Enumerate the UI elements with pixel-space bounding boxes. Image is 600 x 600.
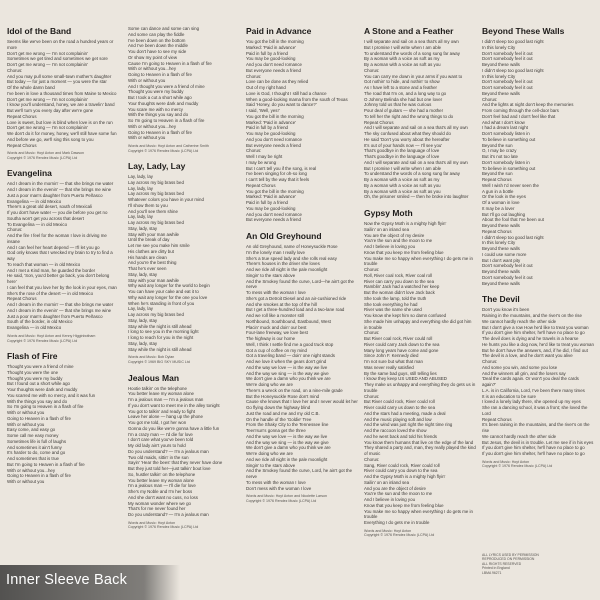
song-title: Flash of Fire — [7, 351, 58, 362]
song-title: Idol of the Band — [7, 26, 72, 36]
song-credit: Words and Music: Hoyt Axton and Catherine Smith Copyright © 1976 Rendez Music (LCPA) Ltd — [128, 144, 209, 153]
song-credit: Words and Music: Hoyt Axton and Kenny Higginbotham Copyright © 1976 Rendez Music (LCPA) Ltd — [7, 333, 96, 343]
song-lyrics: Now the Gypsy Moth is a mighty high flyin' Sailin' on an inland sea You are the object of my desire You're the sun and the moon to me And I believe in loving you Know that you keep me from feeling blue You make me so happy when everything I do gets me in trouble Chorus: Roll, River coal rock, River coal roll River can carry you down to the sea Ramblin' Jack had a watched her keep But the woman didn't love Jack back She took the lamp, told the truth She took everything he had River was the name she used You know she kept him so damn confused She made him unhappy and everything she did got him in trouble Chorus: But River coal rock, River could roll River could carry Jack down to the sea Many long years have come and gone Since John F. Kennedy died I'm not sure but what that man Was never really satisfied By the same bad guys, still telling lies I know they keep US USED AND ABUSED They make us unhappy and everything they do gets us in trouble Chorus: But River could rock, River could roll River could carry us down to the sea And the stars had a meeting, made a deal And the music playing soft and low And the wind was just right the night time ring And the raccoon loved the show And he went back and told his friends You know them humans that live on the edge of the land They shared a party and, man, they really played the kind of music Chorus: Sang, River could rock, River could roll River could carry you down to the sea And the Gypsy Moth is a mighty high flyin' Sailin' on an inland sea And you are the object of desire You're the sun and the moon to me And I believe in loving you Know that you keep me from feeling blue You make me so happy when everything I do gets me in trouble Everything I do gets me in trouble — [364, 221, 476, 525]
caption-text: Inner Sleeve Back — [6, 572, 128, 588]
song-title: Jealous Man — [128, 372, 180, 383]
song-lyrics: Lay, lady, lay Lay across my big brass bed Lay, lady, lay Lay across my big brass bed Whatever colors you have in your mind I'll show them to you And you'll see them shine Lay, lady, lay Lay across my big brass bed Stay, lady, stay Stay with your man awhile Until the break of day Let me see you make him smile His clothes are dirty but His hands are clean And you're the best thing That he's ever seen Stay, lady, stay Stay with your man awhile Why wait any longer for the world to begin You can have your cake and eat it to Why wait any longer for the one you love When he's standing in front of you Lay, lady, lay Lay across my big brass bed Stay, lady, stay Stay while the night is still ahead I long to see you in the morning light I long to reach for you in the night Stay, lady, stay Stay while the night is still ahead — [128, 174, 210, 352]
song-idol-of-the-band — [7, 26, 119, 160]
song-title: The Devil — [482, 294, 520, 305]
song-title: Gypsy Moth — [364, 208, 413, 218]
song-title: Lay, Lady, Lay — [128, 161, 186, 172]
lyrics-column-1 — [7, 26, 119, 493]
song-a-stone-and-a-feather — [364, 26, 476, 200]
lyrics-column-4 — [364, 26, 476, 546]
song-the-devil — [482, 294, 594, 469]
song-credit: Words and Music: Hoyt Axton Copyright © 1976 Rendez Music (LCPA) Ltd — [482, 459, 553, 469]
song-credit: Words and Music: Bob Dylan Copyright © 1969 BIG SKY MUSIC Ltd — [128, 355, 190, 365]
song-title: Beyond These Walls — [482, 26, 565, 36]
song-title: Evangelina — [7, 168, 52, 179]
song-title: An Old Greyhound — [246, 231, 322, 241]
song-beyond-these-walls — [482, 26, 594, 286]
song-title: A Stone and a Feather — [364, 26, 454, 36]
song-lyrics: Hootie talkin' on the telephone You better leave my woman alone I'm a jealous man — I'm a jealous man If you don't want to meet me in the alley tonight You got to talkin' and ready to fight Leave her alone — hang up the phone You got me told, I got her won Gonna do you like we're gonna have a little fun I'm a crazy man — I'd die for love I don't care what you've been told My old lady ain't yours to hold Do you understand? — I'm a jealous man Two old maids, sittin' in the sun Sayin' 'Hear the bees' that they never have done But they just told her—just talkin' bout love So, hustler talkin' on the telephone You better leave my woman alone I'm a jealous man — I'll die for love She's my Noble and I'm her boss And she don't want no cuss, no loss My woman wonder where we go That's for me never found her Do you understand? — I'm a jealous man — [128, 385, 223, 518]
song-lyrics: Seems like we've been on the road a hundred years or more Don't get me wrong — I'm not complainin' Sometimes we get tired and sometimes we get sore Don't get me wrong — I'm not complainin' Chorus: And you may pull some small-town mother's daughter But today — for just a moment — you were the star Of the whole damn band I've been in love a thousand times from Maine to Mexico Don't get me wrong — I'm not complainin' I know you'll understand, honey, we are a travelin' band But we'll turn you every day after we're gone Repeat Chorus Love is sweet, but love is blind when love is on the run Don't get me wrong — I'm not complainin' We don't do it for money, honey, we'll still have some fun And before we go, we'll sing this song to you Repeat Chorus — [7, 39, 117, 148]
song-title: Paid in Advance — [246, 26, 312, 36]
song-gypsy-moth — [364, 208, 476, 538]
song-credit: Words and Music: Hoyt Axton and Nicolette Larson Copyright © 1976 Rendez Music (LCPA) Ltd — [246, 494, 328, 503]
song-credit: Words and Music: Hoyt Axton Copyright © 1976 Rendez Music (LCPA) Ltd — [128, 520, 199, 530]
song-flash-of-fire-continued — [128, 26, 240, 153]
song-evangelina — [7, 168, 119, 343]
song-lyrics: Don't you know it's been Raining in the mountains, and the river's on the rise We cannot hardly reach the other side But I don't give a row How he'd like to treat you woman If you don't give him shelter, he'll have no place to go The devil does is dying and he travels in a hearse He hunts you like a dog now, he'd like to treat you woman But he don't have the answers, and, if he did, I find out The devil is a love, and he don't want you alive Chorus: And some you win, and some you lose And the winners all grin, and the losers say 'Deal the cards again. Or won't you deal the cards again?' L.A. is in California, Lord, I've been there many times It is an education to be sure I loved a lonely lady there, she opened up my eyes She ran a dancing school, it was a front; she loved the Lord Repeat Chorus It's been raining in the mountains, and the river's on the rise We cannot hardly reach the other side But Jesus, the devil is in trouble. Let me see if in his eyes If you don't give him shelter, he'll have no place to go If you don't give him shelter, he'll have no place to go — [482, 307, 594, 456]
copyright-notice: ALL LYRICS USED BY PERMISSION REPRODUCED ON PERMISSION ALL RIGHTS RESERVED Printed in England LBMA 96271 — [482, 553, 539, 575]
caption-banner — [0, 565, 180, 600]
song-lyrics: I will separate and sail on a sea that's all my own But I promise I will write when I am able To understand the words of a song sung far away By a woman with a voice as soft as my By a woman with a voice as soft as you Chorus: You can carry me down in your arms if you want to Got nothin' to hide, and nothin' to show As I have left to a stone and a feather The road that I'm on, and a long way to go O Johnny Belinda she had but one lover Johnny told us that he was curious Pour deal of guitars — she had a mother To tell her the right and the wrong things to do Repeat Chorus And I will separate and sail on a sea that's all my own The sky confused about what they should do He said 'Don't you worry about the hereafter It's out of your hands now — I'll see you' That's goodbye in the language of love That's goodbye in the language of love And I will separate and sail on a sea that's all my own But I promise I will write when I am able To understand the words of a song sung far away By a woman with a voice as soft as my By a woman with a voice as soft as you By a woman with a voice as soft as you Oh, the prisoner smiled — then he broke into laughter — [364, 39, 469, 200]
song-flash-of-fire — [7, 351, 119, 485]
song-an-old-greyhound — [246, 231, 358, 503]
lyrics-column-5 — [482, 26, 594, 477]
song-lyrics: And I dream in the mornin' — that she brings me water And I dream in the evenin' — that she brings me wine Just a poor man's daughter from Puerto Peñasco Evangelina — in old Mexico There's a great old desert, south of Mexicali If you don't have water — you die before you get no Southa won't get you across that desert To Evangelina — in old Mexico Chorus: And the fire I feel for the woman I love is driving me insane And I can feel her heart depend — I'll let you go God only knows that I wrecked my brain to try to find a way To reach that woman — in old Mexico And I met a Kind man, he guarded the border He said, 'Son, you'd better go back, you don't belong here' I can feel that you love her by the look in your eyes, man She's the rose of the desert — in old Mexico Repeat Chorus And I dream in the mornin' — that she brings me water And I dream in the evenin' — that she brings me wine Just a poor man's daughter from Puerto Peñasco South of the border, in old Mexico Evangelina — in old Mexico — [7, 181, 117, 331]
song-lay-lady-lay — [128, 161, 240, 364]
song-lyrics: You got the bill in the morning Marked: 'Paid in advance' Paid in full by a friend You may be good-looking And you don't need romance But everyone needs a friend Chorus: Love can be done as they relied Out of my right hand Love is God, I thought I still had a chance When a good-looking mama from the south of Texas Said 'Honey, do you want to dance?' I said, 'Well, yes!' You got the bill in the morning Marked: 'Paid in advance' Paid in full by a friend You may be good-looking And you don't need romance But everyone needs a friend Chorus: Well I may be right I may be wrong But I can't tell you if the song, is real I've been singing for oh-so long I can't tell by the way that it feels Repeat Chorus You got the bill in the morning Marked: 'Paid in advance' Paid in full by a friend You may be good-looking And you don't need romance But everyone needs a friend — [246, 39, 348, 223]
song-credit: Words and Music: Hoyt Axton and Mark Dawson Copyright © 1976 Rendez Music (LCPA) Ltd — [7, 151, 85, 160]
song-lyrics: An old Greyhound, name of Honeysuckle Rose I'm the lonely man I really love She's a true speed lady and she rolls real easy There's houses in the driver she loves And we ride all night in the pale moonlight Singin' to the stars above And the Smokey found the curve, Lord—he ain't got the nerve To mess with the woman I love She's got a Detroit Diesel and an air-cushioned ride And she smokes at the top of the hill But I get a three-hundred load and a two-lane road And we roll like a monster still Northbound, Southbound, Eastbound, West Placin' muck and doin' our best Four-lane freeway, we love best The highway is our home Well, I think I settle find me a good truck stop Got a cup of coffee on my mind Got a traveling band — doin' one night stands And we love it when the gears don't grind And the way we love — is the way we live And the way we sing — is the way we give We don't give a damn who you think we are We're doing who we are There's a wreck on the road, on a nine-mile grade But the Honeysuckle Rose don't mind Cause she knows that I love her and I never would let her Go flying down the highway blind Just the road and me and my old C.B. On the handle of the 'Goldie' Tree From the Shaky City to the Tennessee line Teen'sun's gonna get the three And the way we love — is the way we live And the way we sing — is the way we give We don't give a damn who you think we are We're doing who we are And we ride all night in the pale moonlight Singin' to the stars above And the Smokey found the curve, Lord, he ain't got the nerve To mess with the woman I love Don't mess with the woman I love — [246, 244, 358, 491]
song-jealous-man — [128, 373, 240, 530]
song-lyrics: Some can dance and some can sing And some can play the fiddle I've been down on the bottom And I've been down the middle You don't have to see my side Or show my point of view Cause I'm going to Heaven in a flash of fire With or without you...hey Going to Heaven in a flash of fire With or without you And I thought you were a friend of mine Thought you were my buddy But I took a cut a short while ago Your thoughts were dark and muddy You scare me with no mercy With the things you say and do So I'm going to Heaven in a flash of fire With or without you...hey Going to Heaven in a flash of fire With or without you — [128, 26, 212, 141]
lyrics-column-3 — [246, 26, 358, 511]
lyrics-column-2 — [128, 26, 240, 538]
song-lyrics: I didn't sleep too good last night In this lonely City Don't somebody feel it out Don't somebody feel it out Beyond these walls I didn't sleep too good last night In this lonely City Don't somebody feel it out Don't somebody feel it out Beyond these walls Chorus: And the lights at night don't keep the memories From coming through the cell-door bars Don't feel bad and I don't feel like that And what I don't know I had a dream last night Don't somebody listen in To believe in something out Beyond the sun O, I may be crazy But it's not too late Don't somebody listen in To believe in something out Beyond the sun Repeat Chorus Well I wish I'd never seen the A gun in a bottle Or the look in the eyes Of a woman in love It may be a lover But I'll go out laughing About the fool that I've been out Beyond these walls Repeat Chorus I didn't sleep too good last night In this lonely City Beyond these walls I could use some more But I don't want pity Don't somebody feel it out Beyond these walls Don't somebody feel it out Beyond these walls — [482, 39, 574, 286]
song-credit: Words and Music: Hoyt Axton Copyright © 1976 Rendez Music (LCPA) Ltd — [364, 528, 435, 538]
song-lyrics: Thought you were a friend of mine Thought you were the one Thought you were my buddy But I found out a short while ago Your thoughts were dark and muddy You scarred me with no mercy, and it was fun With the things you say and do So I'm going to Heaven in a flash of fire With or without you Going to Heaven in a flash of fire With or without you Easy come, and easy go Some call me easy money Sometimes life is full of laughs And sometimes it ain't funny It's harder to do, come and go And sometimes that is true But I'm going to Heaven in a flash of fire With or without you...hey Going to Heaven in a flash of fire With or without you — [7, 364, 96, 485]
song-paid-in-advance — [246, 26, 358, 223]
